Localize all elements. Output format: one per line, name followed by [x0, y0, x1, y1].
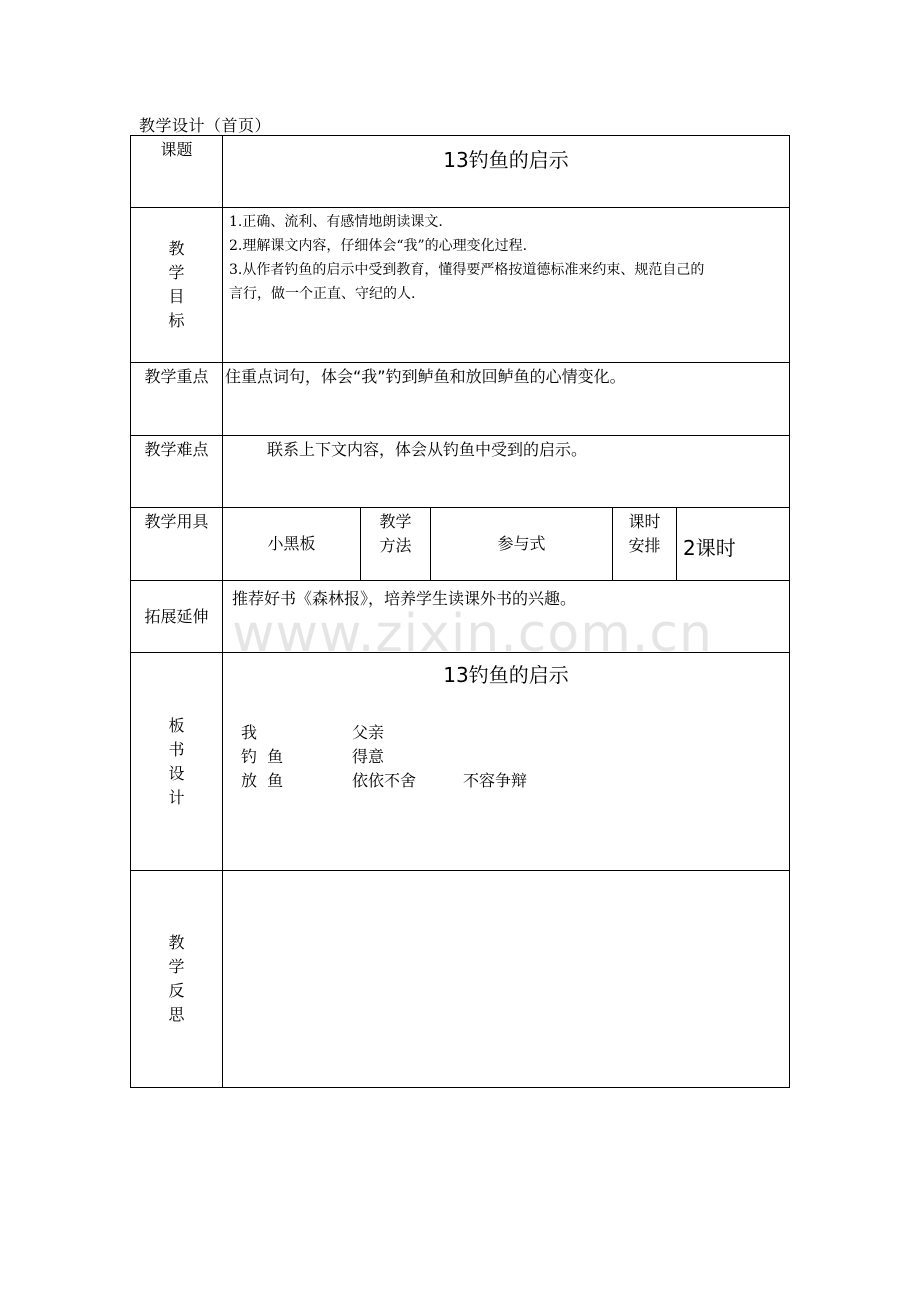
board-label	[131, 653, 223, 871]
row-topic	[131, 136, 790, 208]
row-tools	[131, 508, 790, 581]
board-col1: 钓 鱼	[241, 747, 284, 766]
goals-label-char: 学	[168, 263, 185, 282]
reflection-label-char: 教	[168, 933, 185, 952]
reflection-label-char: 反	[168, 981, 185, 1000]
row-extension	[131, 581, 790, 653]
reflection-label-char: 思	[168, 1005, 185, 1024]
topic-label: 课题	[131, 136, 223, 208]
row-board	[131, 653, 790, 871]
goal-line: 3.从作者钓鱼的启示中受到教育，懂得要严格按道德标准来约束、规范自己的	[229, 262, 705, 278]
board-col1: 我	[241, 723, 258, 742]
board-label-char: 设	[168, 763, 185, 783]
method-label	[361, 508, 431, 581]
board-row	[223, 769, 789, 793]
row-key-point	[131, 363, 790, 436]
reflection-label-char: 学	[168, 957, 185, 976]
method-label-line: 教学	[379, 512, 412, 531]
board-title: 13钓鱼的启示	[443, 663, 569, 687]
row-goals	[131, 208, 790, 363]
difficulty-value: 联系上下文内容，体会从钓鱼中受到的启示。	[223, 436, 790, 508]
reflection-label	[131, 871, 223, 1088]
topic-value: 13钓鱼的启示	[223, 136, 790, 208]
board-col2: 父亲	[352, 723, 385, 742]
key-point-value: 住重点词句，体会“我”钓到鲈鱼和放回鲈鱼的心情变化。	[223, 363, 790, 436]
goals-label-char: 目	[168, 287, 185, 306]
board-label-char: 板	[168, 715, 185, 735]
method-label-line: 方法	[379, 536, 412, 555]
row-reflection	[131, 871, 790, 1088]
method-value: 参与式	[431, 508, 613, 581]
schedule-label-line: 安排	[628, 536, 661, 555]
extension-value: 推荐好书《森林报》，培养学生读课外书的兴趣。	[223, 581, 790, 653]
tools-value: 小黑板	[223, 508, 361, 581]
schedule-value: 2课时	[677, 508, 790, 581]
goal-line: 1.正确、流利、有感情地朗读课文.	[229, 214, 443, 230]
goals-label-char: 标	[168, 311, 185, 330]
tools-label: 教学用具	[131, 508, 223, 581]
page-header: 教学设计（首页）	[139, 116, 272, 135]
schedule-label	[613, 508, 677, 581]
row-difficulty	[131, 436, 790, 508]
key-point-label: 教学重点	[131, 363, 223, 436]
difficulty-label: 教学难点	[131, 436, 223, 508]
watermark: www.zixin.com.cn	[232, 604, 713, 664]
board-row	[223, 745, 789, 769]
board-label-char: 书	[168, 739, 185, 759]
goals-label-char: 教	[168, 239, 185, 258]
board-col1: 放 鱼	[241, 771, 284, 790]
board-label-char: 计	[168, 787, 185, 807]
goal-line: 2.理解课文内容，仔细体会“我”的心理变化过程.	[229, 238, 528, 254]
extension-label: 拓展延伸	[131, 581, 223, 653]
lesson-plan-table	[130, 135, 790, 1088]
goals-label	[131, 208, 223, 363]
board-col2: 依依不舍	[352, 771, 417, 790]
board-col3: 不容争辩	[463, 771, 528, 790]
goals-content	[223, 208, 790, 363]
goal-line: 言行，做一个正直、守纪的人.	[229, 286, 416, 302]
reflection-content	[223, 871, 790, 1088]
board-row	[223, 721, 789, 745]
board-content	[223, 653, 790, 871]
board-col2: 得意	[352, 747, 385, 766]
schedule-label-line: 课时	[628, 512, 661, 531]
